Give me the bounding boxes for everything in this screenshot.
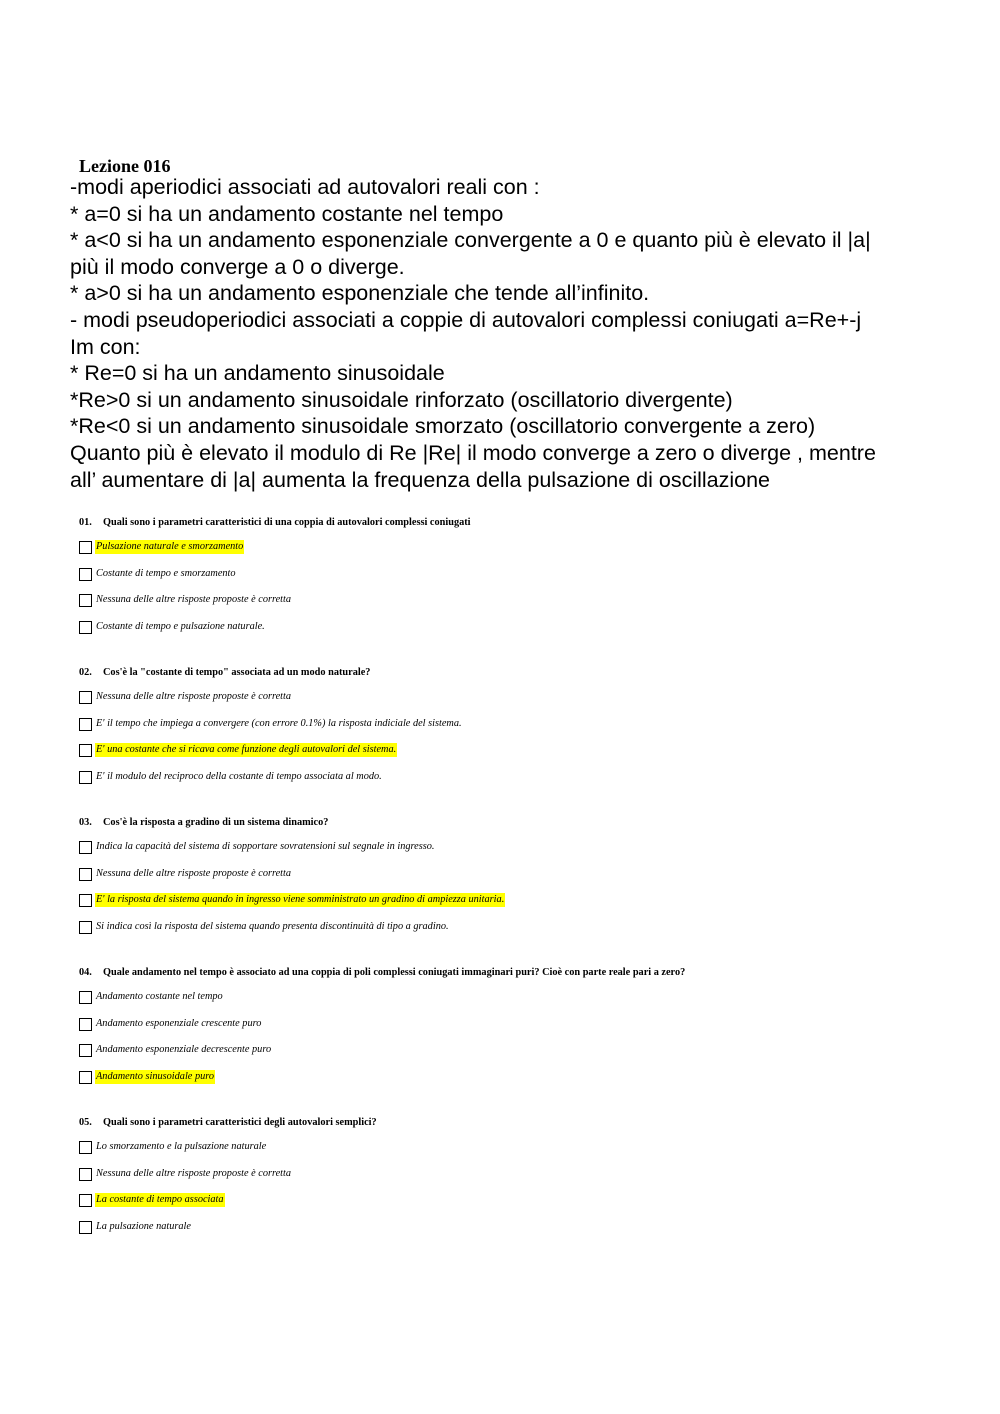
answer-checkbox[interactable] [79, 541, 92, 554]
answer-option[interactable] [79, 593, 959, 620]
answer-option[interactable] [79, 567, 959, 594]
answer-option[interactable] [79, 920, 959, 947]
answer-text: Andamento costante nel tempo [96, 991, 223, 1002]
answer-option[interactable] [79, 990, 959, 1017]
answer-checkbox[interactable] [79, 771, 92, 784]
notes-line: *Re<0 si un andamento sinusoidale smorzato (oscillatorio convergente a zero) [70, 414, 816, 439]
answer-text: Indica la capacità del sistema di sopportare sovratensioni sul segnale in ingresso. [96, 841, 435, 852]
answer-option[interactable] [79, 743, 959, 770]
answer-checkbox[interactable] [79, 894, 92, 907]
answer-option[interactable] [79, 620, 959, 647]
answer-text: Nessuna delle altre risposte proposte è corretta [96, 1167, 292, 1179]
question-02 [79, 665, 959, 796]
question-number: 03. [79, 817, 92, 828]
question-title [79, 965, 959, 981]
answer-text: E' la risposta del sistema quando in ingresso viene somministrato un gradino di ampiezza unitaria. [96, 894, 505, 905]
notes-line: Quanto più è elevato il modulo di Re |Re| il modo converge a zero o diverge , mentre [70, 440, 876, 465]
question-05 [79, 1115, 959, 1246]
answer-checkbox[interactable] [79, 1071, 92, 1084]
answer-option[interactable] [79, 1193, 959, 1220]
question-title [79, 665, 959, 681]
answer-text: E' il modulo del reciproco della costante di tempo associata al modo. [96, 770, 382, 782]
answer-option[interactable] [79, 540, 959, 567]
notes-line: - modi pseudoperiodici associati a coppie di autovalori complessi coniugati a=Re+-j [70, 307, 862, 332]
lesson-notes [70, 174, 940, 493]
answer-option[interactable] [79, 867, 959, 894]
question-number: 05. [79, 1117, 92, 1128]
answer-checkbox[interactable] [79, 718, 92, 731]
answer-text: E' una costante che si ricava come funzione degli autovalori del sistema. [96, 744, 397, 755]
question-text: Quali sono i parametri caratteristici di una coppia di autovalori complessi coniugati [103, 517, 471, 528]
answer-option[interactable] [79, 1070, 959, 1097]
answer-checkbox[interactable] [79, 594, 92, 607]
answer-option[interactable] [79, 893, 959, 920]
question-number: 01. [79, 517, 92, 528]
answer-option[interactable] [79, 840, 959, 867]
notes-line: * a>0 si ha un andamento esponenziale che tende all’infinito. [70, 281, 650, 306]
answer-option[interactable] [79, 1220, 959, 1247]
notes-line: -modi aperiodici associati ad autovalori reali con : [70, 175, 540, 199]
answer-checkbox[interactable] [79, 1018, 92, 1031]
answer-checkbox[interactable] [79, 921, 92, 934]
question-title [79, 515, 959, 531]
answer-text: Nessuna delle altre risposte proposte è corretta [96, 594, 292, 605]
answer-text: Costante di tempo e smorzamento [96, 567, 236, 579]
answer-option[interactable] [79, 1140, 959, 1167]
answer-text: Andamento esponenziale decrescente puro [96, 1044, 272, 1055]
answer-option[interactable] [79, 770, 959, 797]
question-text: Cos'è la risposta a gradino di un sistema dinamico? [103, 817, 329, 828]
answer-text: Nessuna delle altre risposte proposte è corretta [96, 691, 292, 702]
answer-text: Andamento sinusoidale puro [96, 1070, 215, 1082]
question-text: Quale andamento nel tempo è associato ad una coppia di poli complessi coniugati immaginari puri? Cioè con parte reale pari a zero? [103, 967, 686, 978]
answer-checkbox[interactable] [79, 1168, 92, 1181]
notes-line: più il modo converge a 0 o diverge. [70, 254, 405, 279]
answer-text: Si indica così la risposta del sistema quando presenta discontinuità di tipo a gradino. [96, 920, 449, 932]
notes-line: Im con: [70, 334, 141, 359]
answer-checkbox[interactable] [79, 744, 92, 757]
notes-line: all’ aumentare di |a| aumenta la frequenza della pulsazione di oscillazione [70, 467, 770, 492]
answer-text: Nessuna delle altre risposte proposte è corretta [96, 867, 292, 879]
answer-checkbox[interactable] [79, 1141, 92, 1154]
answer-checkbox[interactable] [79, 841, 92, 854]
notes-line: * a<0 si ha un andamento esponenziale convergente a 0 e quanto più è elevato il |a| [70, 228, 871, 253]
answer-checkbox[interactable] [79, 868, 92, 881]
notes-line: * a=0 si ha un andamento costante nel tempo [70, 201, 504, 226]
question-04 [79, 965, 959, 1096]
answer-text: Pulsazione naturale e smorzamento [96, 541, 244, 552]
question-number: 02. [79, 667, 92, 678]
question-number: 04. [79, 967, 92, 978]
answer-option[interactable] [79, 1017, 959, 1044]
question-title [79, 815, 959, 831]
answer-checkbox[interactable] [79, 1221, 92, 1234]
answer-option[interactable] [79, 1043, 959, 1070]
answer-checkbox[interactable] [79, 691, 92, 704]
question-title [79, 1115, 959, 1131]
answer-option[interactable] [79, 1167, 959, 1194]
notes-line: *Re>0 si un andamento sinusoidale rinforzato (oscillatorio divergente) [70, 387, 733, 412]
answer-text: Andamento esponenziale crescente puro [96, 1017, 262, 1029]
answer-text: E' il tempo che impiega a convergere (con errore 0.1%) la risposta indiciale del sistema. [96, 717, 462, 729]
answer-checkbox[interactable] [79, 1194, 92, 1207]
answer-option[interactable] [79, 690, 959, 717]
answer-text: Lo smorzamento e la pulsazione naturale [96, 1141, 267, 1152]
quiz [79, 515, 959, 1265]
question-text: Quali sono i parametri caratteristici degli autovalori semplici? [103, 1117, 377, 1128]
answer-option[interactable] [79, 717, 959, 744]
answer-text: La pulsazione naturale [96, 1220, 191, 1232]
question-01 [79, 515, 959, 646]
question-03 [79, 815, 959, 946]
lesson-title: Lezione 016 [79, 156, 171, 176]
question-text: Cos'è la "costante di tempo" associata ad un modo naturale? [103, 667, 371, 678]
answer-checkbox[interactable] [79, 568, 92, 581]
notes-line: * Re=0 si ha un andamento sinusoidale [70, 361, 445, 386]
answer-checkbox[interactable] [79, 1044, 92, 1057]
answer-checkbox[interactable] [79, 621, 92, 634]
answer-text: La costante di tempo associata [96, 1194, 224, 1205]
answer-checkbox[interactable] [79, 991, 92, 1004]
answer-text: Costante di tempo e pulsazione naturale. [96, 620, 265, 632]
